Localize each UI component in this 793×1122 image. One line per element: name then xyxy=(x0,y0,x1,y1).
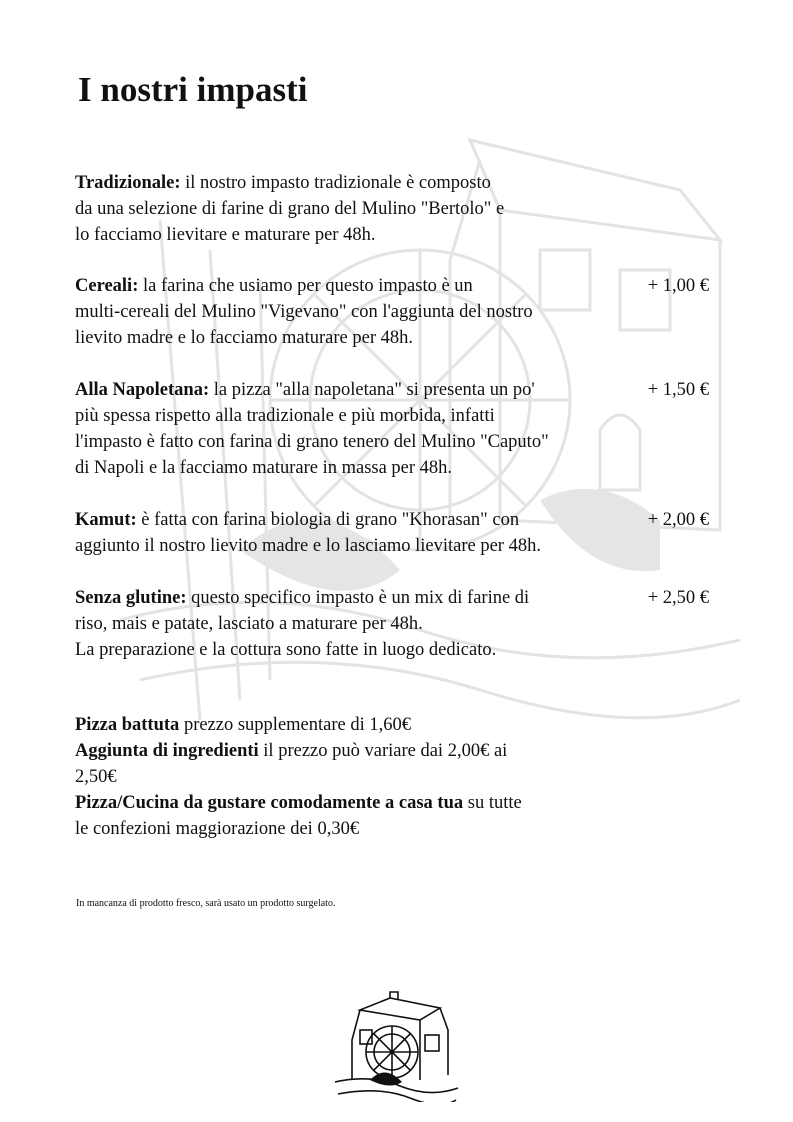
dough-name: Cereali: xyxy=(75,276,139,296)
dough-description: la farina che usiamo per questo impasto è un multi-cereali del Mulino "Vigevano" con l'aggiunta del nostro lievito madre e lo facciamo maturare per 48h. xyxy=(75,276,533,348)
extra-text: su tutte le confezioni maggiorazione dei 0,30€ xyxy=(75,793,522,839)
dough-description: questo specifico impasto è un mix di farine di riso, mais e patate, lasciato a maturare per 48h. La preparazione e la cottura sono fatte in luogo dedicato. xyxy=(75,588,530,660)
dough-price: + 2,50 € xyxy=(647,588,709,608)
dough-price: + 2,00 € xyxy=(647,510,709,530)
dough-name: Kamut: xyxy=(75,510,137,530)
footnote: In mancanza di prodotto fresco, sarà usato un prodotto surgelato. xyxy=(76,898,336,909)
extra-label: Pizza battuta xyxy=(75,715,180,735)
dough-item-senza-glutine xyxy=(75,585,715,663)
watermill-logo-icon xyxy=(330,990,460,1102)
dough-description: il nostro impasto tradizionale è composto da una selezione di farine di grano del Mulino "Bertolo" e lo facciamo lievitare e maturare per 48h. xyxy=(75,173,505,245)
dough-item-kamut xyxy=(75,507,715,559)
extra-label: Aggiunta di ingredienti xyxy=(75,741,259,761)
page-title: I nostri impasti xyxy=(78,70,308,109)
dough-name: Alla Napoletana: xyxy=(75,380,210,400)
dough-description: è fatta con farina biologia di grano "Khorasan" con aggiunto il nostro lievito madre e lo lasciamo lievitare per 48h. xyxy=(75,510,541,556)
dough-description: la pizza "alla napoletana" si presenta un po' più spessa rispetto alla tradizionale e più morbida, infatti l'impasto è fatto con farina di grano tenero del Mulino "Caputo" di Napoli e la facciamo maturare in massa per 48h. xyxy=(75,380,549,478)
dough-name: Senza glutine: xyxy=(75,588,187,608)
extra-item xyxy=(75,712,615,738)
dough-price: + 1,00 € xyxy=(647,276,709,296)
dough-item-napoletana xyxy=(75,377,715,481)
dough-name: Tradizionale: xyxy=(75,173,181,193)
dough-item-cereali xyxy=(75,273,715,351)
dough-item-tradizionale xyxy=(75,170,715,248)
extra-item xyxy=(75,738,615,790)
extras-notes xyxy=(75,712,615,842)
extra-text: prezzo supplementare di 1,60€ xyxy=(183,715,411,735)
extra-label: Pizza/Cucina da gustare comodamente a casa tua xyxy=(75,793,464,813)
extra-text: il prezzo può variare dai 2,00€ ai 2,50€ xyxy=(75,741,508,787)
extra-item xyxy=(75,790,615,842)
dough-price: + 1,50 € xyxy=(647,380,709,400)
